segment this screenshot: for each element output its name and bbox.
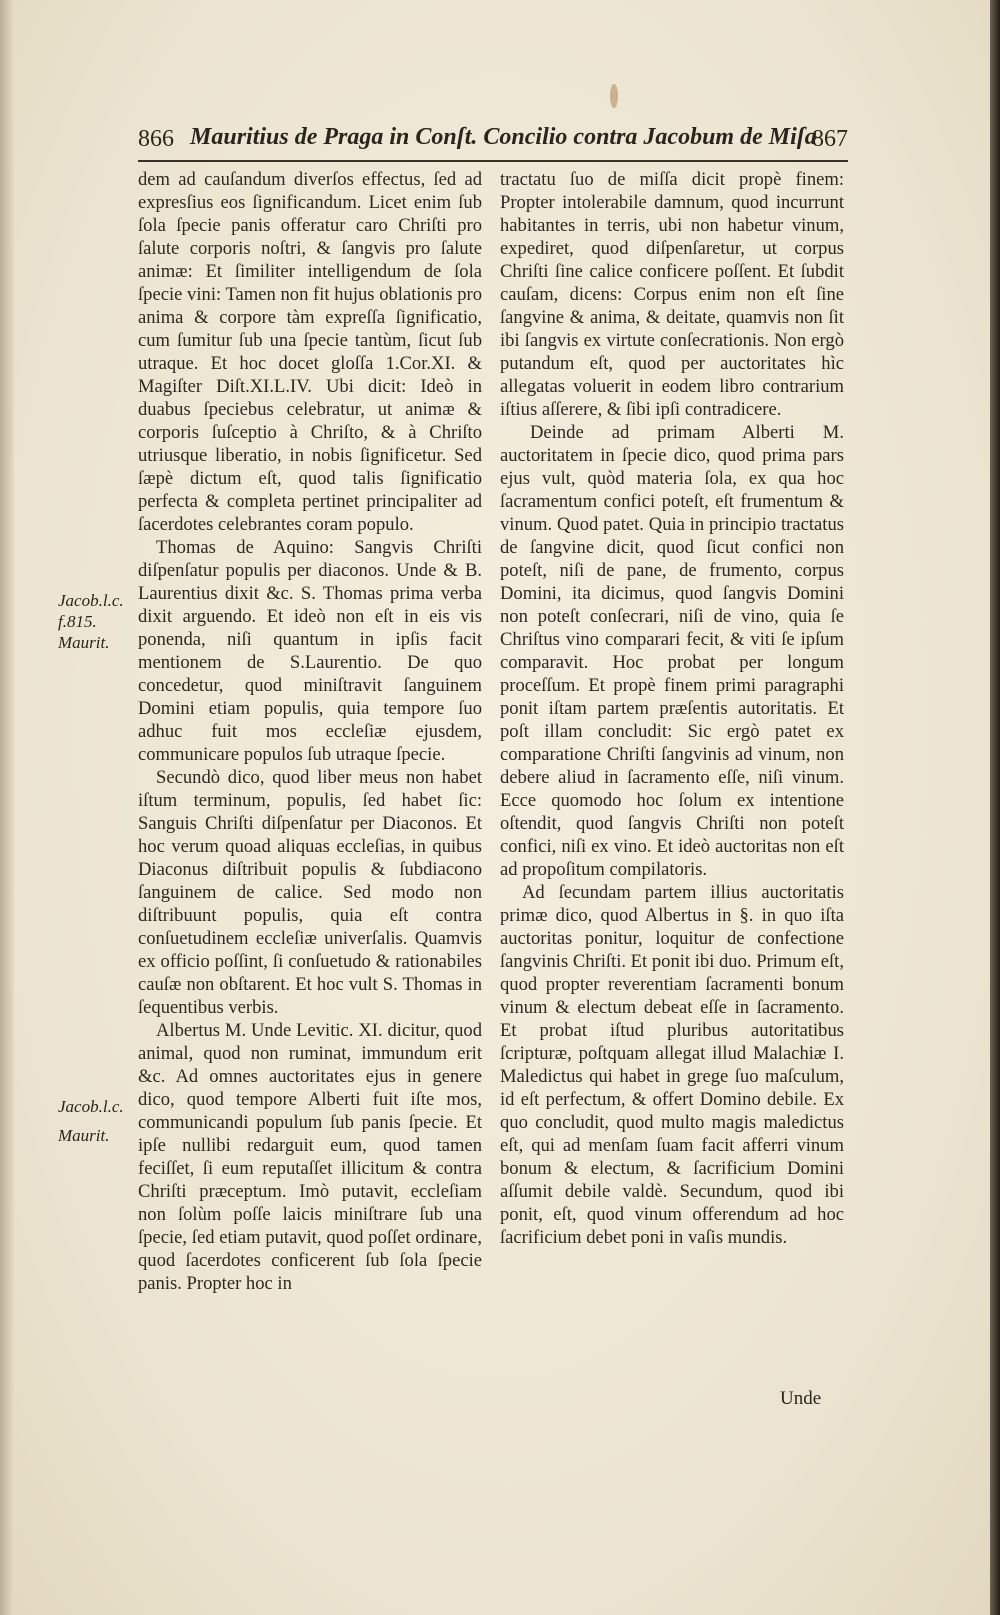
margin-note-2-line-1: Jacob.l.c.	[58, 1097, 124, 1116]
page-number-right: 867	[812, 126, 848, 152]
right-column	[500, 168, 844, 1249]
page-edge-right	[990, 0, 1000, 1615]
margin-note-1-line-3: Maurit.	[58, 633, 110, 652]
ink-stain	[610, 84, 618, 108]
margin-note-1	[58, 590, 138, 653]
right-paragraph-3: Ad ſecundam partem illius auctoritatis primæ dico, quod Albertus in §. in quo iſta auctoritas ponitur, loquitur de confectione ſangvinis Chriſti. Et ponit ibi duo. Primum eſt, quod propter reverentiam ſacramenti bonum vinum & electum debeat eſſe in ſacramento. Et probat iſtud pluribus autoritatibus ſcripturæ, poſtquam allegat illud Malachiæ I. Maledictus qui habet in grege ſuo maſculum, id eſt perfectum, & offert Domino debile. Ex quo concludit, quod multo magis maledictus eſt, qui ad menſam ſuam facit afferri vinum bonum & electum, & ſacrificium Domini aſſumit debile valdè. Secundum, quod ibi ponit, eſt, quod vinum offerendum ad hoc ſacrificium debet poni in vaſis mundis.	[500, 882, 844, 1248]
left-column	[138, 168, 482, 1295]
margin-note-2-line-2: Maurit.	[58, 1126, 110, 1145]
left-paragraph-2: Thomas de Aquino: Sangvis Chriſti diſpenſatur populis per diaconos. Unde & B. Laurentius dixit &c. S. Thomas prima verba dixit arguendo. Et ideò non eſt in eis vis ponenda, niſi quantum in ipſis facit mentionem de S.Laurentio. De quo concedetur, quod miniſtravit ſanguinem Domini etiam populis, quia tempore ſuo adhuc fuit mos eccleſiæ ejusdem, communicare populos ſub utraque ſpecie.	[138, 537, 482, 765]
catchword: Unde	[780, 1388, 822, 1409]
running-head	[138, 124, 848, 158]
left-paragraph-4: Albertus M. Unde Levitic. XI. dicitur, quod animal, quod non ruminat, immundum erit &c. Ad omnes auctoritates ejus in genere dico, quod tempore Alberti fuit iſte mos, communicandi populum ſub panis ſpecie. Et ipſe nullibi redarguit eum, quod tamen feciſſet, ſi eum reputaſſet illicitum & contra Chriſti præceptum. Imò putavit, eccleſiam non ſolùm poſſe laicis miniſtrare ſub una ſpecie, ſed etiam putavit, quod poſſet ordinare, quod ſacerdotes conficerent ſub ſola ſpecie panis. Propter hoc in	[138, 1020, 482, 1294]
margin-note-1-line-1: Jacob.l.c.	[58, 591, 124, 610]
margin-note-1-line-2: f.815.	[58, 612, 97, 631]
page-number-left: 866	[138, 126, 174, 152]
right-paragraph-1: tractatu ſuo de miſſa dicit propè finem: Propter intolerabile damnum, quod incurrunt habitantes in terris, ubi non habetur vinum, expediret, quod diſpenſaretur, ut corpus Chriſti ſine calice conficere poſſent. Et ſubdit cauſam, dicens: Corpus enim non eſt ſine ſangvine & anima, & deitate, quamvis non ſit ibi ſangvis ex virtute conſecrationis. Non ergò putandum eſt, quod per auctoritates hìc allegatas voluerit in eodem libro contrarium iſtius aſſerere, & ſibi ipſi contradicere.	[500, 169, 844, 420]
running-title: Mauritius de Praga in Conſt. Concilio contra Jacobum de Miſa	[190, 124, 817, 150]
right-paragraph-2: Deinde ad primam Alberti M. auctoritatem in ſpecie dico, quod prima pars ejus vult, quòd materia ſola, ex qua hoc ſacramentum confici poteſt, eſt frumentum & vinum. Quod patet. Quia in principio tractatus de ſangvine dicit, quod ſicut confici non poteſt, niſi de pane, de frumento, corpus Domini, ita dicimus, quod ſangvis Domini non poteſt conſecrari, niſi de vino, quia ſe Chriſtus vino comparari fecit, & viti ſe ipſum comparavit. Hoc probat per longum proceſſum. Et propè finem primi paragraphi ponit iſtam partem præſentis autoritatis. Et poſt illam concludit: Sic ergò patet ex comparatione Chriſti ſangvinis ad vinum, non debere aliud in ſacramento eſſe, niſi vinum. Ecce quomodo hoc ſolum ex intentione oſtendit, quod ſangvis Chriſti non poteſt confici, niſi ex vino. Et ideò auctoritas non eſt ad propoſitum compilatoris.	[500, 422, 844, 880]
left-paragraph-3: Secundò dico, quod liber meus non habet iſtum terminum, populis, ſed habet ſic: Sanguis Chriſti diſpenſatur per Diaconos. Et hoc verum quoad aliquas eccleſias, in quibus Diaconus diſtribuit populis & ſubdiacono ſanguinem de calice. Sed modo non diſtribuunt populis, quia eſt contra conſuetudinem eccleſiæ univerſalis. Quamvis ex officio poſſint, ſi conſuetudo & rationabiles cauſæ non obſtarent. Et hoc vult S. Thomas in ſequentibus verbis.	[138, 767, 482, 1018]
margin-note-2	[58, 1096, 138, 1146]
page-edge-left	[0, 0, 14, 1615]
header-rule	[138, 160, 848, 162]
left-paragraph-1: dem ad cauſandum diverſos effectus, ſed ad expresſius eos ſignificandum. Licet enim ſub ſola ſpecie panis offeratur caro Chriſti pro ſalute corporis noſtri, & ſangvis pro ſalute animæ: Et ſimiliter intelligendum de ſola ſpecie vini: Tamen non fit hujus oblationis pro anima & corpore tàm expreſſa ſignificatio, cum ſumitur ſub una ſpecie tantùm, ſicut ſub utraque. Et hoc docet gloſſa 1.Cor.XI. & Magiſter Diſt.XI.L.IV. Ubi dicit: Ideò in duabus ſpeciebus celebratur, ut animæ & corporis ſuſceptio à Chriſto, & à Chriſto utriusque liberatio, in nobis ſignificetur. Sed ſæpè dictum eſt, quod talis ſignificatio perfecta & completa pertinet principaliter ad ſacerdotes celebrantes coram populo.	[138, 169, 482, 535]
